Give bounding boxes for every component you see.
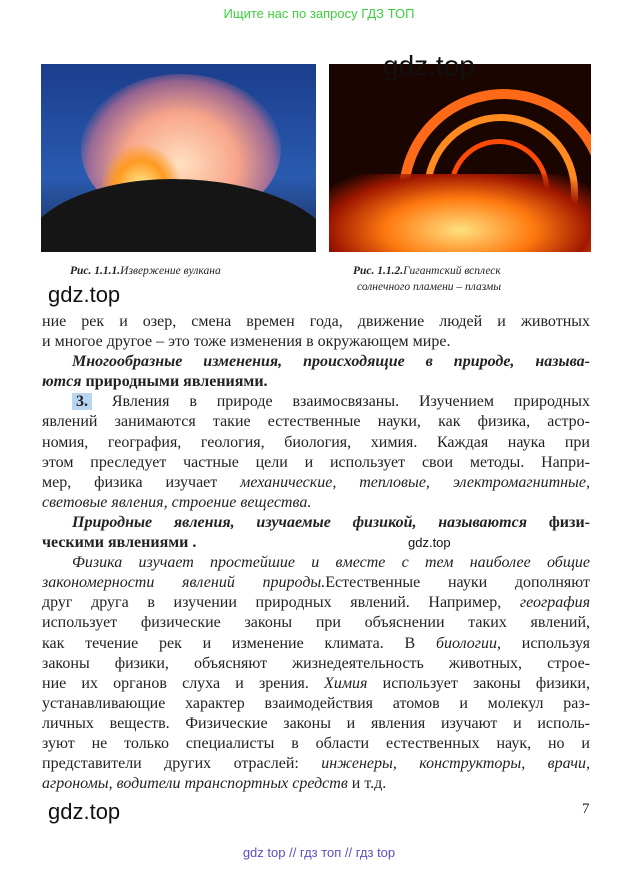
text-segment: физи- xyxy=(548,513,590,531)
text-segment: Химия xyxy=(324,674,368,692)
text-segment: агрономы, водители транспортных средств xyxy=(42,775,352,793)
text-line xyxy=(42,412,590,432)
text-segment: инженеры, конструкторы, врачи, xyxy=(321,755,590,773)
text-segment: как течение рек и изменение климата. В xyxy=(42,634,436,652)
text-line xyxy=(42,372,590,392)
text-segment: Естественные науки дополняют xyxy=(325,574,590,592)
volcano-eruption-image xyxy=(41,64,316,252)
text-line xyxy=(42,352,590,372)
footer-banner: gdz top // гдз топ // гдз top xyxy=(242,845,396,860)
text-line xyxy=(42,774,590,794)
text-line xyxy=(42,593,590,613)
text-segment: друг друга в изучении природных явлений. Например, xyxy=(42,594,520,612)
text-segment: Физика изучает простейшие и вместе с тем наиболее общие xyxy=(72,554,590,572)
figure-caption-2-line2: солнечного пламени – плазмы xyxy=(357,281,502,293)
text-segment: ются xyxy=(42,373,86,391)
text-segment: использует законы физики, xyxy=(367,674,590,692)
text-segment: география xyxy=(519,594,590,612)
text-segment: механические, тепловые, электромагнитные, xyxy=(240,473,590,491)
text-segment: Многообразные изменения, происходящие в природе, называ- xyxy=(72,353,590,371)
text-segment: устанавливающие характер взаимодействия атомов и молекул раз- xyxy=(42,694,590,712)
text-line xyxy=(42,513,590,533)
text-segment: ние их органов слуха и зрения. xyxy=(42,674,325,692)
figure-caption-1: Рис. 1.1.1.Извержение вулкана xyxy=(70,265,221,277)
watermark: gdz.top xyxy=(48,799,121,824)
text-segment: Природные явления, изучаемые физикой, называются xyxy=(72,513,549,531)
text-line xyxy=(42,533,590,553)
text-line xyxy=(42,654,590,674)
text-line xyxy=(42,714,590,734)
text-segment: и многое другое – это тоже изменения в окружающем мире. xyxy=(42,333,451,351)
solar-flare-image xyxy=(329,64,591,252)
text-line xyxy=(42,453,590,473)
text-segment: ческими явлениями . xyxy=(42,534,197,552)
header-banner: Ищите нас по запросу ГДЗ ТОП xyxy=(223,6,415,21)
text-line xyxy=(42,634,590,654)
text-line xyxy=(42,553,590,573)
text-line xyxy=(42,332,590,352)
text-line xyxy=(42,573,590,593)
text-segment: световые явления, строение вещества. xyxy=(42,493,312,511)
page-number: 7 xyxy=(582,801,590,817)
text-line xyxy=(42,392,590,412)
text-line xyxy=(42,754,590,774)
text-line xyxy=(42,674,590,694)
watermark: gdz.top xyxy=(48,282,121,307)
text-segment: Явления в природе взаимосвязаны. Изучением природных xyxy=(92,393,590,411)
text-segment: номия, география, геология, биология, химия. Каждая наука при xyxy=(42,433,590,451)
body-text xyxy=(42,312,590,794)
text-segment: законы физики, объясняют жизнедеятельность животных, строе- xyxy=(42,654,590,672)
text-segment: ние рек и озер, смена времен года, движение людей и животных xyxy=(42,313,590,330)
text-line xyxy=(42,312,590,332)
text-line xyxy=(42,433,590,453)
text-segment: и т.д. xyxy=(351,775,387,793)
text-segment: используя xyxy=(501,634,590,652)
text-segment: явлений занимаются такие естественные науки, как физика, астро- xyxy=(42,413,590,431)
watermark: gdz.top xyxy=(383,50,475,81)
text-line xyxy=(42,734,590,754)
text-line xyxy=(42,613,590,633)
figure-caption-2: Рис. 1.1.2.Гигантский всплеск xyxy=(353,265,501,277)
text-segment: представители других отраслей: xyxy=(42,755,322,773)
text-segment: личных веществ. Физические законы и явления изучают и исполь- xyxy=(42,714,590,732)
text-segment: зуют не только специалисты в области естественных наук, но и xyxy=(42,734,590,752)
section-number: 3. xyxy=(72,393,92,410)
text-line xyxy=(42,493,590,513)
text-segment: закономерности явлений природы. xyxy=(42,574,326,592)
text-segment: природными явлениями. xyxy=(85,373,268,391)
text-segment: этом преследует частные цели и использует свои методы. Напри- xyxy=(42,453,590,471)
text-segment: биологии, xyxy=(435,634,501,652)
text-line xyxy=(42,694,590,714)
text-segment: использует физические законы при объяснении таких явлений, xyxy=(42,614,590,632)
watermark: gdz.top xyxy=(408,535,451,550)
text-segment: мер, физика изучает xyxy=(42,473,241,491)
text-line xyxy=(42,473,590,493)
